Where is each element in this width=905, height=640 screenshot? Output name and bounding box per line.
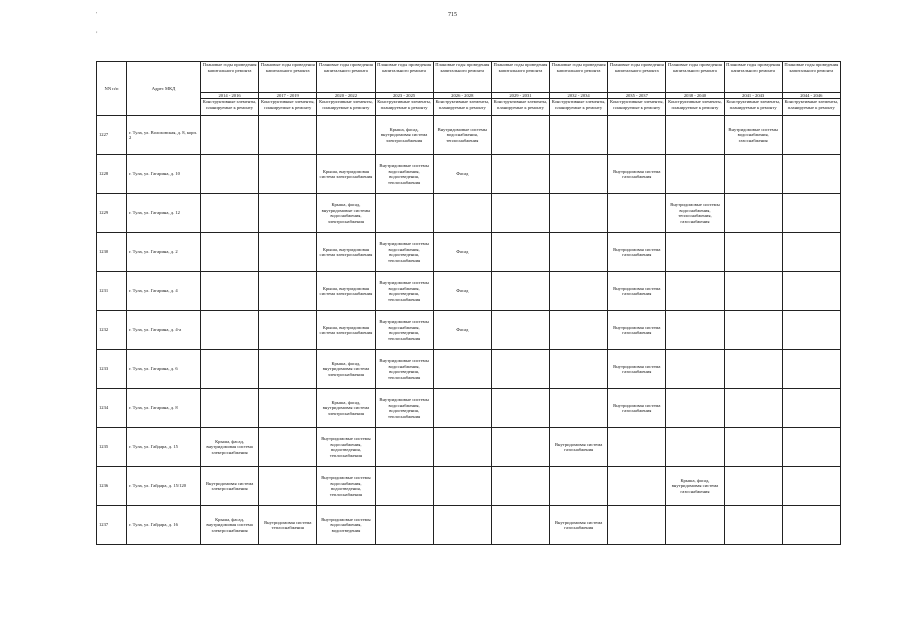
repair-cell: [608, 467, 666, 506]
repair-cell: [724, 467, 782, 506]
header-period: 2014 - 2016: [201, 93, 259, 99]
repair-cell: [666, 506, 724, 545]
repair-cell: [201, 389, 259, 428]
table-row: [97, 467, 841, 506]
repair-cell: Внутридомовые системы водоснабжения, водоотведения, теплоснабжения: [375, 155, 433, 194]
row-address: г. Тула, ул. Гагарина, д. 2: [127, 233, 201, 272]
repair-cell: [724, 194, 782, 233]
repair-cell: Крыша, внутридомовая система электроснабжения: [317, 233, 375, 272]
repair-cell: [724, 233, 782, 272]
repair-cell: [433, 350, 491, 389]
repair-cell: Крыша, фасад, внутридомовая система электроснабжения: [317, 350, 375, 389]
header-period: 2026 - 2028: [433, 93, 491, 99]
row-address: г. Тула, ул. Гагарина, д. 4: [127, 272, 201, 311]
repair-cell: [259, 428, 317, 467]
repair-cell: [724, 350, 782, 389]
repair-cell: [666, 350, 724, 389]
repair-cell: Внутридомовая система электроснабжения: [201, 467, 259, 506]
table-row: [97, 272, 841, 311]
repair-cell: [201, 116, 259, 155]
repair-cell: [666, 389, 724, 428]
repair-cell: [608, 428, 666, 467]
table-row: [97, 350, 841, 389]
header-elements: Конструктивные элементы, планируемые к ремонту: [666, 99, 724, 116]
row-number: 1233: [97, 350, 127, 389]
repair-cell: [666, 272, 724, 311]
header-plan: Плановые годы проведения капитального ремонта: [201, 62, 259, 93]
repair-cell: [259, 233, 317, 272]
repair-cell: [782, 350, 840, 389]
row-address: г. Тула, ул. Гагарина, д. 10: [127, 155, 201, 194]
repair-cell: [550, 389, 608, 428]
repair-cell: [666, 155, 724, 194]
header-plan: Плановые годы проведения капитального ремонта: [782, 62, 840, 93]
repair-cell: Фасад: [433, 272, 491, 311]
repair-cell: [259, 350, 317, 389]
repair-cell: Внутридомовые системы водоснабжения, водоотведения, теплоснабжения: [375, 233, 433, 272]
repair-cell: [782, 389, 840, 428]
repair-cell: [201, 233, 259, 272]
repair-cell: [724, 311, 782, 350]
repair-cell: [550, 311, 608, 350]
repair-cell: [550, 467, 608, 506]
row-number: 1232: [97, 311, 127, 350]
repair-cell: [666, 233, 724, 272]
scan-mark: ': [96, 12, 98, 18]
repair-cell: [608, 116, 666, 155]
table-row: [97, 428, 841, 467]
header-elements: Конструктивные элементы, планируемые к ремонту: [724, 99, 782, 116]
repair-cell: [666, 428, 724, 467]
repair-cell: Внутридомовые системы водоснабжения, водоотведения, теплоснабжения: [375, 350, 433, 389]
repair-cell: Фасад: [433, 155, 491, 194]
table-row: [97, 116, 841, 155]
repair-cell: Внутридомовые системы водоснабжения, водоотведения, теплоснабжения: [317, 467, 375, 506]
repair-cell: Внутридомовая система газоснабжения: [608, 155, 666, 194]
header-elements: Конструктивные элементы, планируемые к ремонту: [201, 99, 259, 116]
repair-cell: [201, 272, 259, 311]
header-period: 2029 - 2031: [491, 93, 549, 99]
repair-cell: [259, 116, 317, 155]
repair-cell: Внутридомовая система газоснабжения: [608, 233, 666, 272]
repair-cell: Крыша, фасад, внутридомовая система электроснабжения: [201, 428, 259, 467]
repair-cell: [259, 389, 317, 428]
row-number: 1228: [97, 155, 127, 194]
table-row: [97, 506, 841, 545]
repair-cell: [666, 116, 724, 155]
repair-cell: [666, 311, 724, 350]
repair-cell: Внутридомовая система теплоснабжения: [259, 506, 317, 545]
header-num: NN п/п: [97, 62, 127, 116]
repair-cell: [433, 194, 491, 233]
repair-cell: Крыша, фасад, внутридомовая система электроснабжения: [375, 116, 433, 155]
header-period: 2020 - 2022: [317, 93, 375, 99]
repair-cell: [608, 506, 666, 545]
repair-cell: [433, 506, 491, 545]
repair-cell: Крыша, внутридомовая система электроснабжения: [317, 155, 375, 194]
repair-cell: Внутридомовая система газоснабжения: [608, 389, 666, 428]
header-elements-row: [97, 99, 841, 116]
row-number: 1236: [97, 467, 127, 506]
header-period: 2032 - 2034: [550, 93, 608, 99]
page-number: 715: [448, 12, 457, 18]
repair-cell: [724, 155, 782, 194]
header-plan: Плановые годы проведения капитального ремонта: [550, 62, 608, 93]
row-number: 1235: [97, 428, 127, 467]
repair-cell: [724, 428, 782, 467]
header-elements: Конструктивные элементы, планируемые к ремонту: [433, 99, 491, 116]
repair-cell: [201, 350, 259, 389]
repair-cell: [550, 272, 608, 311]
repair-cell: Внутридомовые системы водоснабжения, водоотведения: [317, 506, 375, 545]
header-elements: Конструктивные элементы, планируемые к ремонту: [375, 99, 433, 116]
row-address: г. Тула, ул. Волоховская, д. 8, корп. 2: [127, 116, 201, 155]
header-plan: Плановые годы проведения капитального ремонта: [666, 62, 724, 93]
row-number: 1237: [97, 506, 127, 545]
row-address: г. Тула, ул. Гагарина, д. 8: [127, 389, 201, 428]
repair-cell: [550, 350, 608, 389]
repair-cell: Внутридомовая система газоснабжения: [550, 506, 608, 545]
repair-cell: Внутридомовые системы водоснабжения, теплоснабжения, газоснабжения: [666, 194, 724, 233]
row-number: 1230: [97, 233, 127, 272]
header-plan: Плановые годы проведения капитального ремонта: [491, 62, 549, 93]
row-address: г. Тула, ул. Гайдара, д. 16: [127, 506, 201, 545]
repair-cell: [433, 428, 491, 467]
repair-cell: [782, 311, 840, 350]
repair-cell: [491, 389, 549, 428]
repair-cell: [259, 467, 317, 506]
header-elements: Конструктивные элементы, планируемые к ремонту: [491, 99, 549, 116]
repair-cell: [782, 233, 840, 272]
row-number: 1229: [97, 194, 127, 233]
repair-cell: [491, 311, 549, 350]
repair-cell: [375, 506, 433, 545]
repair-cell: Внутридомовые системы водоснабжения, водоотведения, теплоснабжения: [375, 311, 433, 350]
repair-cell: Внутридомовая система газоснабжения: [608, 311, 666, 350]
repair-cell: Внутридомовые системы водоснабжения, газоснабжения: [724, 116, 782, 155]
scan-mark: ,: [96, 28, 98, 34]
table-row: [97, 194, 841, 233]
repair-cell: Внутридомовая система газоснабжения: [608, 272, 666, 311]
header-plan: Плановые годы проведения капитального ремонта: [259, 62, 317, 93]
repair-cell: [724, 389, 782, 428]
repair-cell: [433, 389, 491, 428]
repair-cell: [491, 467, 549, 506]
table-row: [97, 311, 841, 350]
repair-cell: [491, 233, 549, 272]
repair-cell: [782, 428, 840, 467]
repair-cell: [317, 116, 375, 155]
repair-cell: Фасад: [433, 233, 491, 272]
repair-cell: Внутридомовая система газоснабжения: [608, 350, 666, 389]
repair-cell: [550, 155, 608, 194]
repair-cell: Фасад: [433, 311, 491, 350]
repair-cell: [375, 194, 433, 233]
repair-cell: [550, 233, 608, 272]
repair-cell: [491, 116, 549, 155]
table-row: [97, 233, 841, 272]
repair-cell: Крыша, фасад, внутридомовые системы водоснабжения, электроснабжения: [317, 194, 375, 233]
header-period: 2038 - 2040: [666, 93, 724, 99]
repair-cell: [201, 194, 259, 233]
repair-cell: [782, 467, 840, 506]
row-address: г. Тула, ул. Гагарина, д. 12: [127, 194, 201, 233]
repair-cell: [491, 272, 549, 311]
header-elements: Конструктивные элементы, планируемые к ремонту: [550, 99, 608, 116]
header-plan: Плановые годы проведения капитального ремонта: [724, 62, 782, 93]
repair-cell: Внутридомовые системы водоснабжения, водоотведения, теплоснабжения: [317, 428, 375, 467]
repair-cell: [782, 116, 840, 155]
repair-cell: [550, 116, 608, 155]
repair-schedule-table: [96, 61, 841, 545]
header-address: Адрес МКД: [127, 62, 201, 116]
repair-cell: [433, 467, 491, 506]
repair-cell: [375, 428, 433, 467]
repair-cell: [259, 272, 317, 311]
header-plan: Плановые годы проведения капитального ремонта: [608, 62, 666, 93]
row-address: г. Тула, ул. Гайдара, д. 15: [127, 428, 201, 467]
header-elements: Конструктивные элементы, планируемые к ремонту: [782, 99, 840, 116]
repair-cell: [491, 194, 549, 233]
repair-cell: [608, 194, 666, 233]
repair-cell: [491, 506, 549, 545]
header-plan: Плановые годы проведения капитального ремонта: [317, 62, 375, 93]
header-elements: Конструктивные элементы, планируемые к ремонту: [317, 99, 375, 116]
header-elements: Конструктивные элементы, планируемые к ремонту: [259, 99, 317, 116]
repair-cell: Внутридомовая система газоснабжения: [550, 428, 608, 467]
header-plan: Плановые годы проведения капитального ремонта: [433, 62, 491, 93]
repair-cell: Крыша, фасад, внутридомовая система газоснабжения: [666, 467, 724, 506]
repair-cell: [782, 272, 840, 311]
header-elements: Конструктивные элементы, планируемые к ремонту: [608, 99, 666, 116]
repair-cell: [201, 311, 259, 350]
repair-cell: Внутридомовые системы водоснабжения, водоотведения, теплоснабжения: [375, 389, 433, 428]
header-period: 2023 - 2025: [375, 93, 433, 99]
repair-cell: Крыша, фасад, внутридомовая система электроснабжения: [201, 506, 259, 545]
repair-cell: [375, 467, 433, 506]
repair-cell: Крыша, фасад, внутридомовая система электроснабжения: [317, 389, 375, 428]
row-address: г. Тула, ул. Гагарина, д. 6: [127, 350, 201, 389]
header-period: 2041 - 2043: [724, 93, 782, 99]
header-period: 2017 - 2019: [259, 93, 317, 99]
table-row: [97, 389, 841, 428]
header-period: 2044 - 2046: [782, 93, 840, 99]
repair-cell: [491, 350, 549, 389]
repair-cell: [491, 428, 549, 467]
row-number: 1231: [97, 272, 127, 311]
repair-cell: [201, 155, 259, 194]
repair-cell: [782, 506, 840, 545]
row-address: г. Тула, ул. Гагарина, д. 4-а: [127, 311, 201, 350]
header-plan-row: [97, 62, 841, 93]
repair-cell: [259, 155, 317, 194]
repair-cell: [782, 194, 840, 233]
row-number: 1234: [97, 389, 127, 428]
row-number: 1227: [97, 116, 127, 155]
repair-cell: [724, 506, 782, 545]
repair-cell: [550, 194, 608, 233]
repair-cell: [782, 155, 840, 194]
repair-cell: [259, 311, 317, 350]
row-address: г. Тула, ул. Гайдара, д. 15/120: [127, 467, 201, 506]
table-row: [97, 155, 841, 194]
header-plan: Плановые годы проведения капитального ремонта: [375, 62, 433, 93]
repair-cell: Внутридомовые системы водоснабжения, водоотведения, теплоснабжения: [375, 272, 433, 311]
repair-cell: Крыша, внутридомовая система электроснабжения: [317, 272, 375, 311]
repair-cell: [724, 272, 782, 311]
repair-cell: [259, 194, 317, 233]
header-period: 2035 - 2037: [608, 93, 666, 99]
repair-cell: Крыша, внутридомовая система электроснабжения: [317, 311, 375, 350]
repair-cell: [491, 155, 549, 194]
repair-cell: Внутридомовые системы водоснабжения, теплоснабжения: [433, 116, 491, 155]
